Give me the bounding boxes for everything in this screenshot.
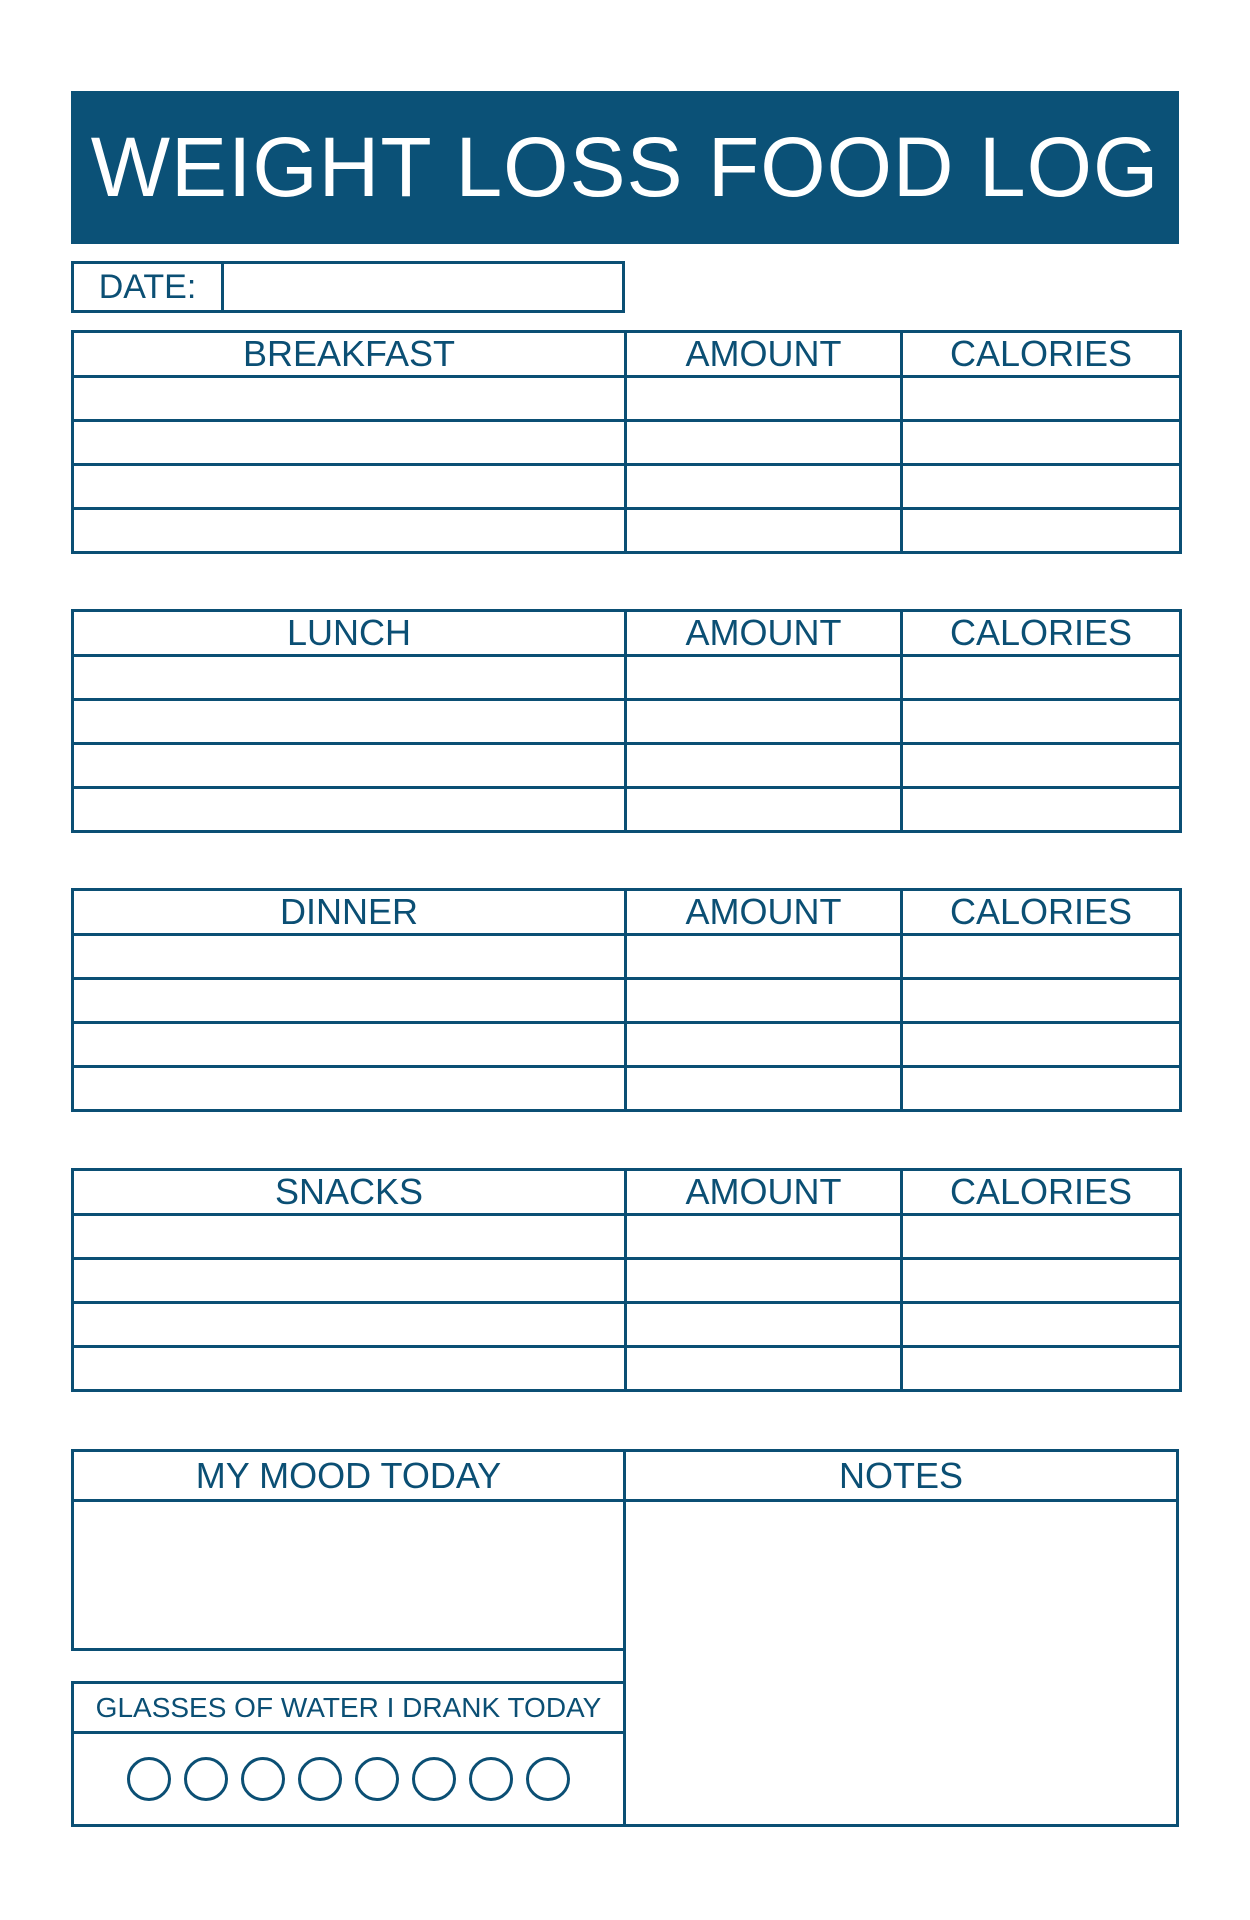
water-glasses bbox=[74, 1734, 623, 1824]
meal-header: DINNER bbox=[73, 890, 626, 935]
date-field[interactable] bbox=[224, 264, 622, 310]
calories-cell[interactable] bbox=[902, 421, 1181, 465]
table-row bbox=[73, 1303, 1181, 1347]
mood-header: MY MOOD TODAY bbox=[74, 1452, 623, 1502]
table-row bbox=[73, 1067, 1181, 1111]
lunch-rows bbox=[73, 656, 1181, 832]
meal-header: LUNCH bbox=[73, 611, 626, 656]
amount-header: AMOUNT bbox=[626, 611, 902, 656]
water-glass-circle[interactable] bbox=[412, 1757, 456, 1801]
table-row bbox=[73, 656, 1181, 700]
page-title: WEIGHT LOSS FOOD LOG bbox=[90, 120, 1160, 214]
table-row bbox=[73, 1347, 1181, 1391]
food-cell[interactable] bbox=[73, 935, 626, 979]
calories-cell[interactable] bbox=[902, 465, 1181, 509]
calories-header: CALORIES bbox=[902, 890, 1181, 935]
amount-cell[interactable] bbox=[626, 1347, 902, 1391]
food-cell[interactable] bbox=[73, 377, 626, 421]
table-row bbox=[73, 1259, 1181, 1303]
lunch-table bbox=[71, 609, 1182, 833]
table-row bbox=[73, 935, 1181, 979]
amount-cell[interactable] bbox=[626, 935, 902, 979]
calories-cell[interactable] bbox=[902, 935, 1181, 979]
water-glass-circle[interactable] bbox=[241, 1757, 285, 1801]
breakfast-table bbox=[71, 330, 1182, 554]
amount-cell[interactable] bbox=[626, 979, 902, 1023]
food-cell[interactable] bbox=[73, 1259, 626, 1303]
table-row bbox=[73, 421, 1181, 465]
amount-header: AMOUNT bbox=[626, 1170, 902, 1215]
water-glass-circle[interactable] bbox=[184, 1757, 228, 1801]
calories-cell[interactable] bbox=[902, 788, 1181, 832]
water-glass-circle[interactable] bbox=[526, 1757, 570, 1801]
water-glass-circle[interactable] bbox=[355, 1757, 399, 1801]
amount-cell[interactable] bbox=[626, 744, 902, 788]
amount-cell[interactable] bbox=[626, 509, 902, 553]
food-cell[interactable] bbox=[73, 509, 626, 553]
food-cell[interactable] bbox=[73, 979, 626, 1023]
table-row bbox=[73, 700, 1181, 744]
page-title-banner bbox=[71, 91, 1179, 244]
amount-header: AMOUNT bbox=[626, 332, 902, 377]
calories-cell[interactable] bbox=[902, 1347, 1181, 1391]
calories-cell[interactable] bbox=[902, 700, 1181, 744]
table-row bbox=[73, 509, 1181, 553]
table-row bbox=[73, 979, 1181, 1023]
dinner-rows bbox=[73, 935, 1181, 1111]
mood-field[interactable] bbox=[74, 1502, 623, 1648]
amount-cell[interactable] bbox=[626, 377, 902, 421]
snacks-table bbox=[71, 1168, 1182, 1392]
mood-box bbox=[71, 1449, 626, 1651]
calories-header: CALORIES bbox=[902, 611, 1181, 656]
calories-cell[interactable] bbox=[902, 377, 1181, 421]
amount-cell[interactable] bbox=[626, 1259, 902, 1303]
calories-cell[interactable] bbox=[902, 656, 1181, 700]
amount-cell[interactable] bbox=[626, 1067, 902, 1111]
amount-cell[interactable] bbox=[626, 1303, 902, 1347]
meal-header: BREAKFAST bbox=[73, 332, 626, 377]
amount-cell[interactable] bbox=[626, 656, 902, 700]
snacks-rows bbox=[73, 1215, 1181, 1391]
amount-cell[interactable] bbox=[626, 1215, 902, 1259]
food-cell[interactable] bbox=[73, 1303, 626, 1347]
calories-cell[interactable] bbox=[902, 1303, 1181, 1347]
water-glass-circle[interactable] bbox=[127, 1757, 171, 1801]
table-row bbox=[73, 465, 1181, 509]
food-cell[interactable] bbox=[73, 1023, 626, 1067]
food-cell[interactable] bbox=[73, 421, 626, 465]
meal-header: SNACKS bbox=[73, 1170, 626, 1215]
water-header: GLASSES OF WATER I DRANK TODAY bbox=[74, 1684, 623, 1734]
food-cell[interactable] bbox=[73, 744, 626, 788]
date-row bbox=[71, 261, 625, 313]
food-cell[interactable] bbox=[73, 656, 626, 700]
calories-header: CALORIES bbox=[902, 1170, 1181, 1215]
calories-cell[interactable] bbox=[902, 1215, 1181, 1259]
amount-cell[interactable] bbox=[626, 788, 902, 832]
table-row bbox=[73, 1215, 1181, 1259]
date-label: DATE: bbox=[74, 264, 224, 310]
food-cell[interactable] bbox=[73, 1067, 626, 1111]
amount-header: AMOUNT bbox=[626, 890, 902, 935]
table-row bbox=[73, 1023, 1181, 1067]
table-row bbox=[73, 377, 1181, 421]
food-cell[interactable] bbox=[73, 1347, 626, 1391]
calories-cell[interactable] bbox=[902, 979, 1181, 1023]
water-glass-circle[interactable] bbox=[298, 1757, 342, 1801]
dinner-table bbox=[71, 888, 1182, 1112]
food-cell[interactable] bbox=[73, 1215, 626, 1259]
calories-cell[interactable] bbox=[902, 744, 1181, 788]
amount-cell[interactable] bbox=[626, 700, 902, 744]
calories-cell[interactable] bbox=[902, 1067, 1181, 1111]
notes-header: NOTES bbox=[626, 1452, 1176, 1502]
water-glass-circle[interactable] bbox=[469, 1757, 513, 1801]
calories-cell[interactable] bbox=[902, 509, 1181, 553]
food-cell[interactable] bbox=[73, 700, 626, 744]
amount-cell[interactable] bbox=[626, 421, 902, 465]
food-cell[interactable] bbox=[73, 465, 626, 509]
food-cell[interactable] bbox=[73, 788, 626, 832]
amount-cell[interactable] bbox=[626, 1023, 902, 1067]
breakfast-rows bbox=[73, 377, 1181, 553]
amount-cell[interactable] bbox=[626, 465, 902, 509]
calories-header: CALORIES bbox=[902, 332, 1181, 377]
notes-field[interactable] bbox=[626, 1502, 1176, 1824]
table-row bbox=[73, 744, 1181, 788]
water-box bbox=[71, 1681, 626, 1827]
calories-cell[interactable] bbox=[902, 1259, 1181, 1303]
table-row bbox=[73, 788, 1181, 832]
notes-box bbox=[623, 1449, 1179, 1827]
calories-cell[interactable] bbox=[902, 1023, 1181, 1067]
